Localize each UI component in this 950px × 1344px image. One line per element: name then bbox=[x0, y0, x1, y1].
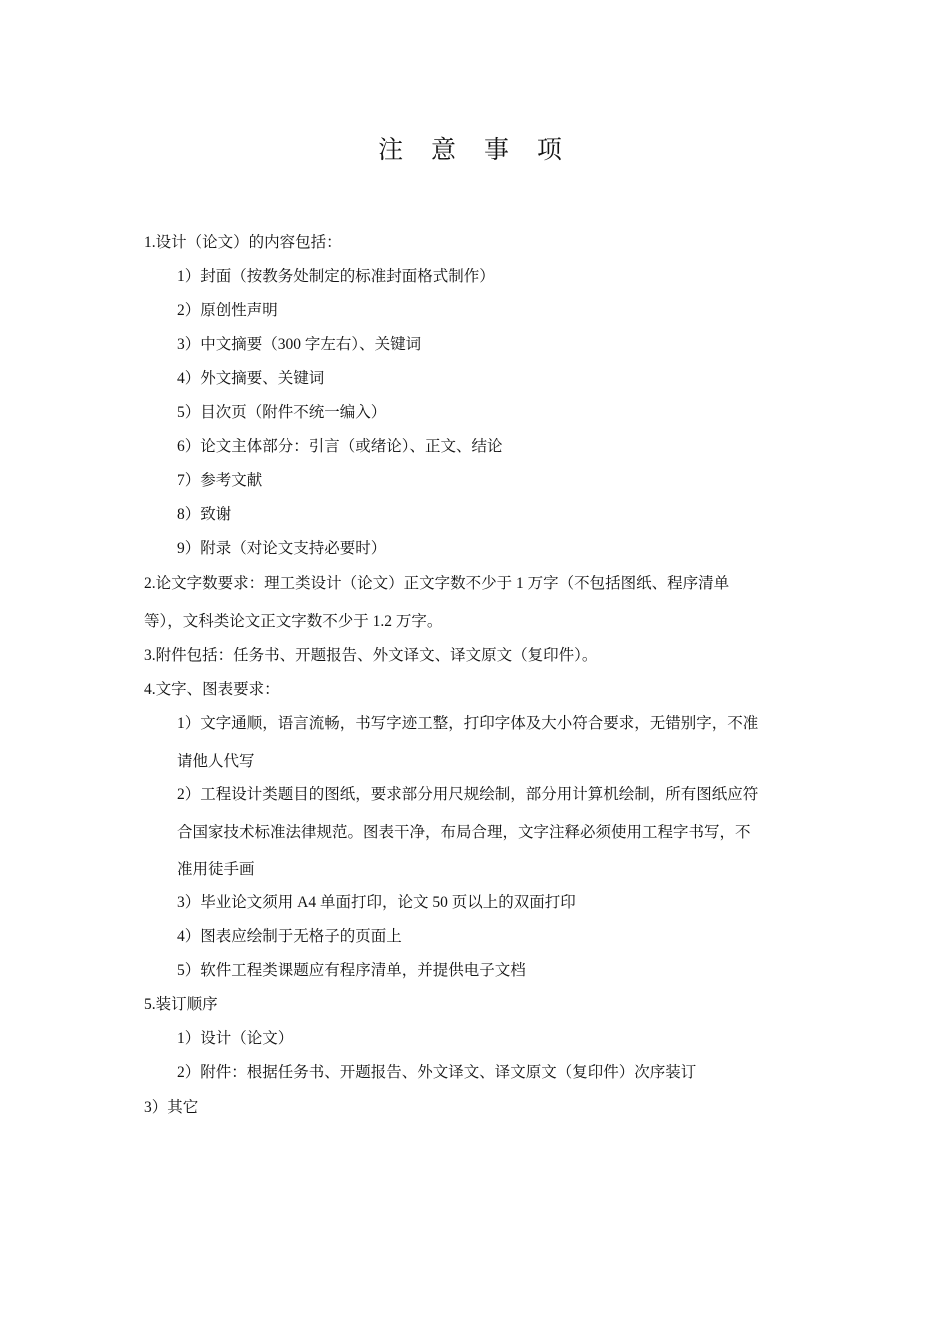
section-4-heading: 4.文字、图表要求： bbox=[144, 681, 280, 698]
list-item: 1）文字通顺，语言流畅，书写字迹工整，打印字体及大小符合要求，无错别字，不准 bbox=[177, 715, 759, 732]
list-item: 3）其它 bbox=[144, 1099, 199, 1116]
list-item: 7）参考文献 bbox=[177, 472, 263, 489]
list-item: 2）附件：根据任务书、开题报告、外文译文、译文原文（复印件）次序装订 bbox=[177, 1064, 697, 1081]
section-2-heading: 2.论文字数要求：理工类设计（论文）正文字数不少于 1 万字（不包括图纸、程序清单 bbox=[144, 575, 730, 592]
section-5-heading: 5.装订顺序 bbox=[144, 996, 218, 1013]
list-item-continuation: 合国家技术标准法律规范。图表干净，布局合理，文字注释必须使用工程字书写，不 bbox=[177, 824, 751, 841]
list-item: 1）封面（按教务处制定的标准封面格式制作） bbox=[177, 268, 495, 285]
list-item: 4）外文摘要、关键词 bbox=[177, 370, 325, 387]
list-item: 6）论文主体部分：引言（或绪论）、正文、结论 bbox=[177, 438, 503, 455]
list-item-continuation: 准用徒手画 bbox=[177, 861, 255, 878]
list-item-continuation: 请他人代写 bbox=[177, 753, 255, 770]
list-item: 3）毕业论文须用 A4 单面打印，论文 50 页以上的双面打印 bbox=[177, 894, 576, 911]
list-item: 3）中文摘要（300 字左右）、关键词 bbox=[177, 336, 422, 353]
section-1-heading: 1.设计（论文）的内容包括： bbox=[144, 234, 342, 251]
section-3-heading: 3.附件包括：任务书、开题报告、外文译文、译文原文（复印件）。 bbox=[144, 647, 598, 664]
list-item: 2）工程设计类题目的图纸，要求部分用尺规绘制，部分用计算机绘制，所有图纸应符 bbox=[177, 786, 759, 803]
section-2-continuation: 等），文科类论文正文字数不少于 1.2 万字。 bbox=[144, 613, 443, 630]
list-item: 5）目次页（附件不统一编入） bbox=[177, 404, 387, 421]
list-item: 2）原创性声明 bbox=[177, 302, 278, 319]
list-item: 8）致谢 bbox=[177, 506, 232, 523]
list-item: 1）设计（论文） bbox=[177, 1030, 294, 1047]
list-item: 4）图表应绘制于无格子的页面上 bbox=[177, 928, 402, 945]
list-item: 9）附录（对论文支持必要时） bbox=[177, 540, 387, 557]
list-item: 5）软件工程类课题应有程序清单，并提供电子文档 bbox=[177, 962, 526, 979]
page-title: 注 意 事 项 bbox=[378, 135, 572, 164]
